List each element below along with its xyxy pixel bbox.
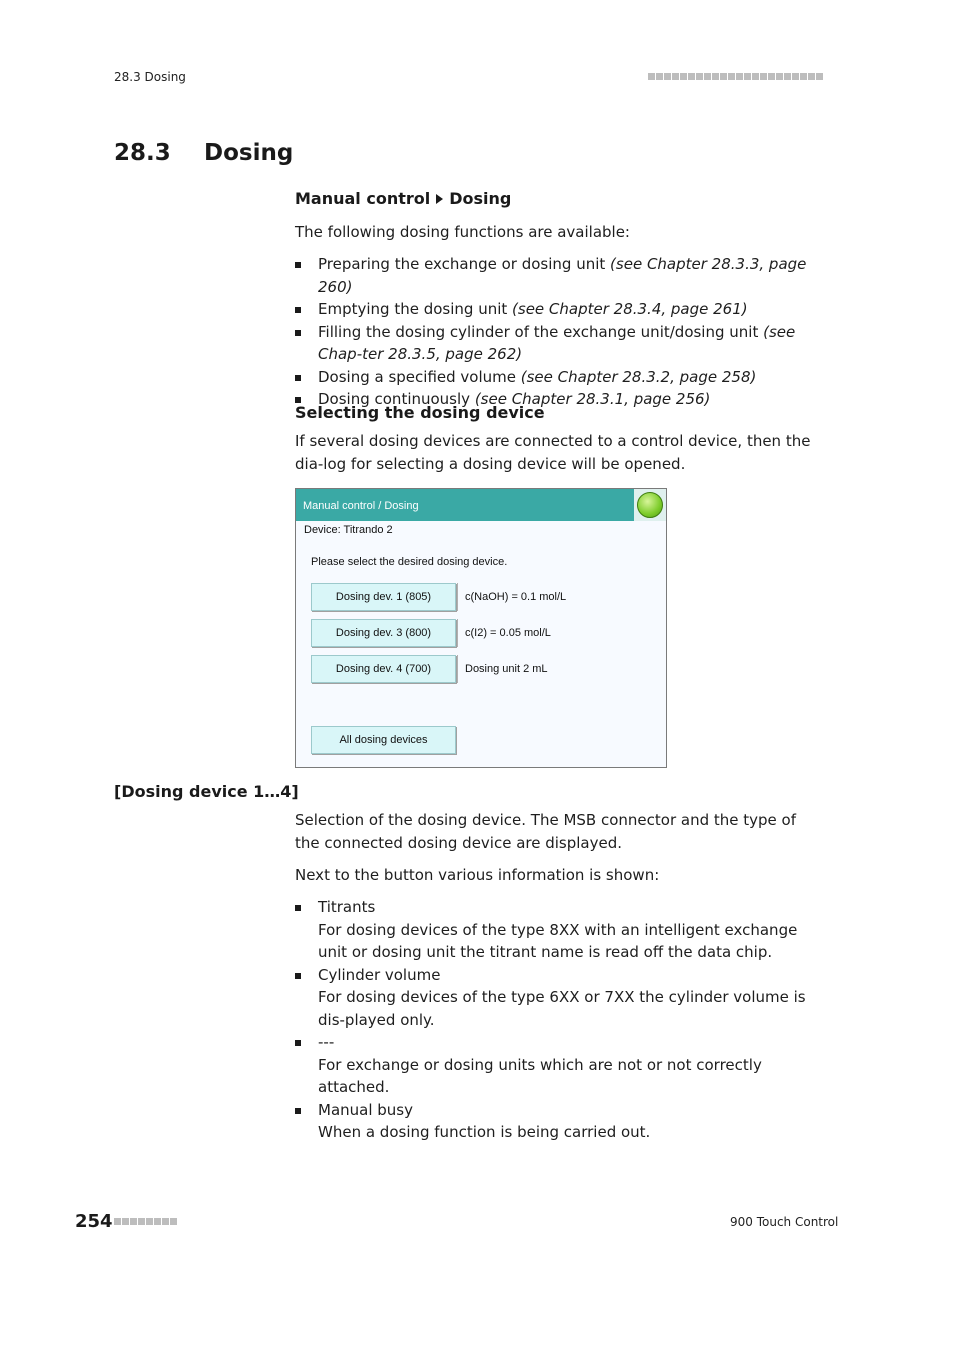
list-item: Dosing a specified volume (see Chapter 28.3.2, page 258): [295, 366, 830, 389]
intro-text: The following dosing functions are available:: [295, 223, 630, 241]
bullet-icon: [295, 375, 301, 381]
dosing-dev-4-info: Dosing unit 2 mL: [457, 655, 647, 683]
chapter-title: Dosing: [204, 140, 294, 166]
bullet-icon: [295, 1040, 301, 1046]
footer-decoration: [114, 1218, 177, 1225]
section-heading: Selecting the dosing device: [295, 403, 545, 422]
list-item: Titrants For dosing devices of the type 8XX with an intelligent exchange unit or dosing unit the titrant name is read off the data chip.: [295, 896, 830, 964]
product-name: 900 Touch Control: [730, 1215, 839, 1229]
list-item: Preparing the exchange or dosing unit (see Chapter 28.3.3, page 260): [295, 253, 830, 298]
parameter-description: Selection of the dosing device. The MSB connector and the type of the connected dosing device are displayed.: [295, 811, 796, 852]
list-item: --- For exchange or dosing units which are not or not correctly attached.: [295, 1031, 830, 1099]
chapter-number: 28.3: [114, 140, 171, 166]
header-decoration: [648, 73, 823, 80]
running-header: 28.3 Dosing: [114, 70, 186, 84]
home-button[interactable]: [634, 489, 666, 521]
menu-path-part2: Dosing: [449, 189, 512, 208]
list-item: Emptying the dosing unit (see Chapter 28.3.4, page 261): [295, 298, 830, 321]
info-list: [295, 896, 830, 1144]
parameter-key: [Dosing device 1…4]: [114, 782, 299, 801]
green-ball-home-icon: [637, 492, 663, 518]
dialog-title: Manual control / Dosing: [303, 500, 419, 512]
dosing-dev-3-info: c(I2) = 0.05 mol/L: [457, 619, 647, 647]
list-item: Dosing continuously (see Chapter 28.3.1, page 256): [295, 388, 830, 411]
bullet-icon: [295, 262, 301, 268]
dosing-dev-4-button[interactable]: Dosing dev. 4 (700): [311, 655, 456, 683]
dialog-titlebar: [296, 489, 666, 521]
bullet-icon: [295, 330, 301, 336]
dialog-prompt: Please select the desired dosing device.: [311, 556, 508, 568]
triangle-right-icon: [436, 194, 443, 204]
bullet-icon: [295, 1108, 301, 1114]
next-text: Next to the button various information is shown:: [295, 866, 660, 884]
dosing-dev-1-info: c(NaOH) = 0.1 mol/L: [457, 583, 647, 611]
bullet-icon: [295, 905, 301, 911]
list-item: Manual busy When a dosing function is being carried out.: [295, 1099, 830, 1144]
dosing-dev-1-button[interactable]: Dosing dev. 1 (805): [311, 583, 456, 611]
functions-list: [295, 253, 830, 411]
dosing-dev-3-button[interactable]: Dosing dev. 3 (800): [311, 619, 456, 647]
all-dosing-devices-button[interactable]: All dosing devices: [311, 726, 456, 754]
menu-path: [295, 189, 511, 208]
device-label: Device: Titrando 2: [304, 524, 393, 536]
page-number: 254: [75, 1211, 113, 1232]
selecting-text: If several dosing devices are connected to a control device, then the dia-log for selecting a dosing device will be opened.: [295, 432, 811, 473]
bullet-icon: [295, 307, 301, 313]
list-item: Cylinder volume For dosing devices of the type 6XX or 7XX the cylinder volume is dis-played only.: [295, 964, 830, 1032]
dialog-screenshot: [295, 488, 667, 768]
list-item: Filling the dosing cylinder of the exchange unit/dosing unit (see Chap-ter 28.3.5, page 262): [295, 321, 830, 366]
bullet-icon: [295, 973, 301, 979]
menu-path-part1: Manual control: [295, 189, 431, 208]
